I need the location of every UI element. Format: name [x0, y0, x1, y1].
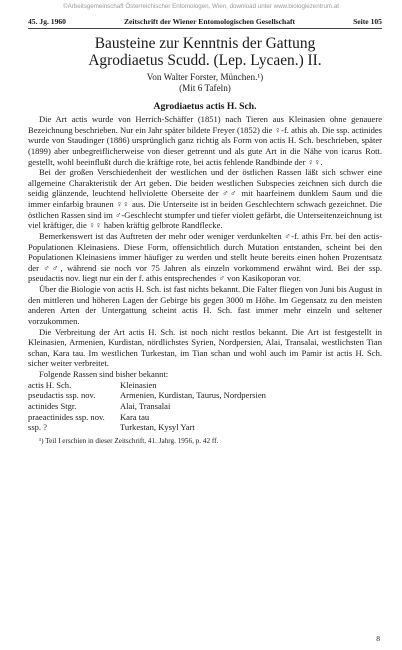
race-name: praeactinides ssp. nov. [28, 411, 105, 422]
race-region: Turkestan, Kysyl Yart [120, 422, 195, 433]
race-name: ssp. ? [28, 422, 47, 433]
copyright-watermark: ©Arbeitsgemeinschaft Österreichischer Entomologen, Wien, download unter www.biologiezentrum.at [63, 3, 339, 10]
paragraph-6: Folgende Rassen sind bisher bekannt: [39, 369, 169, 379]
race-name: pseudactis ssp. nov. [28, 390, 96, 401]
race-name: actinides Stgr. [28, 400, 77, 411]
page-number: 8 [376, 634, 380, 643]
race-row [28, 401, 382, 412]
footnote: ¹) Teil I erschien in dieser Zeitschrift, 41. Jahrg. 1956, p. 42 ff. [39, 436, 219, 445]
race-name: actis H. Sch. [28, 379, 72, 390]
race-row [28, 412, 382, 423]
paragraph-5: Die Verbreitung der Art actis H. Sch. ist noch nicht restlos bekannt. Die Art ist festgestellt in Kleinasien, Armenien, Kurdistan, nördlichstes Syrien, Nordpersien, Alai, Transalai, westlichsten Tian schan, Kara tau. Im westlichen Turkestan, im Tian schan und wohl auch im Pamir ist actis H. Sch. sicher weiter verbreitet. [28, 326, 382, 369]
race-region: Kleinasien [120, 379, 157, 390]
paragraph-3: Bemerkenswert ist das Auftreten der mehr oder weniger verdunkelten ♂-f. athis Frr. bei den actis-Populationen Kleinasiens. Diese Form, offensichtlich durch Mutation entstanden, scheint bei den Populationen Kleinasiens immer häufiger zu werden und stellt heute bereits einen hohen Prozentsatz der ♂♂, während sie noch vor 75 Jahren als einzeln vorkommend erwähnt wird. Bei der ssp. pseudactis nov. liegt nur ein der f. athis entsprechendes ♂ von Kasikoporan vor. [28, 230, 382, 284]
title-line-2: Agrodiaetus Scudd. (Lep. Lycaen.) II. [88, 52, 322, 69]
article-title [28, 35, 382, 69]
race-row [28, 390, 382, 401]
header-page: Seite 105 [353, 17, 382, 26]
running-header [28, 17, 382, 29]
race-row [28, 422, 382, 433]
race-region: Alai, Transalai [120, 400, 171, 411]
race-region: Armenien, Kurdistan, Taurus, Nordpersien [120, 390, 266, 401]
author-line: Von Walter Forster, München.¹) [146, 72, 264, 82]
race-region: Kara tau [120, 411, 150, 422]
plates-note: (Mit 6 Tafeln) [179, 83, 231, 93]
article-body [28, 114, 382, 380]
paragraph-1: Die Art actis wurde von Herrich-Schäffer (1851) nach Tieren aus Kleinasien ohne genauere Bezeichnung beschrieben. Nur ein Jahr später bildete Freyer (1852) die ♀-f. athis ab. Die ssp. actinides wurde von Staudinger (1886) ursprünglich ganz richtig als Form von actis H. Sch. beschrieben, später (1899) aber unbegreiflicherweise von dieser getrennt und als gute Art in die Nähe von icarus Rott. gestellt, wohl beeinflußt durch die kräftige rote, bei actis fehlende Randbinde der ♀♀. [28, 114, 382, 167]
section-heading: Agrodiaetus actis H. Sch. [153, 101, 257, 112]
races-list [28, 380, 382, 433]
paragraph-2: Bei der großen Verschiedenheit der westlichen und der östlichen Rassen läßt sich schwer eine allgemeine Charakteristik der Art geben. Die beiden westlichen Subspecies zeichnen sich durch die seidig glänzende, leuchtend hellviolette Oberseite der ♂♂ mit haarfeinem dunklem Saum und die immer einfarbig braunen ♀♀ aus. Die Unterseite ist in beiden Geschlechtern schwach gezeichnet. Die östlichen Rassen sind im ♂-Geschlecht stumpfer und tiefer violett gefärbt, die Unterseitenzeichnung ist viel kräftiger, die ♀♀ haben kräftig gelbrote Randflecke. [28, 167, 382, 231]
header-journal: Zeitschrift der Wiener Entomologischen Gesellschaft [123, 17, 296, 26]
race-row [28, 380, 382, 391]
paragraph-4: Über die Biologie von actis H. Sch. ist fast nichts bekannt. Die Falter fliegen von Juni bis August in den mittleren und höheren Lagen der Gebirge bis gegen 3000 m Höhe. Im Gegensatz zu den meisten anderen Arten der Untergattung scheint actis H. Sch. fast immer mehr einzeln und seltener vorzukommen. [28, 284, 382, 326]
header-volume: 45. Jg. 1960 [28, 17, 66, 26]
journal-page [28, 17, 382, 446]
title-line-1: Bausteine zur Kenntnis der Gattung [94, 35, 316, 52]
